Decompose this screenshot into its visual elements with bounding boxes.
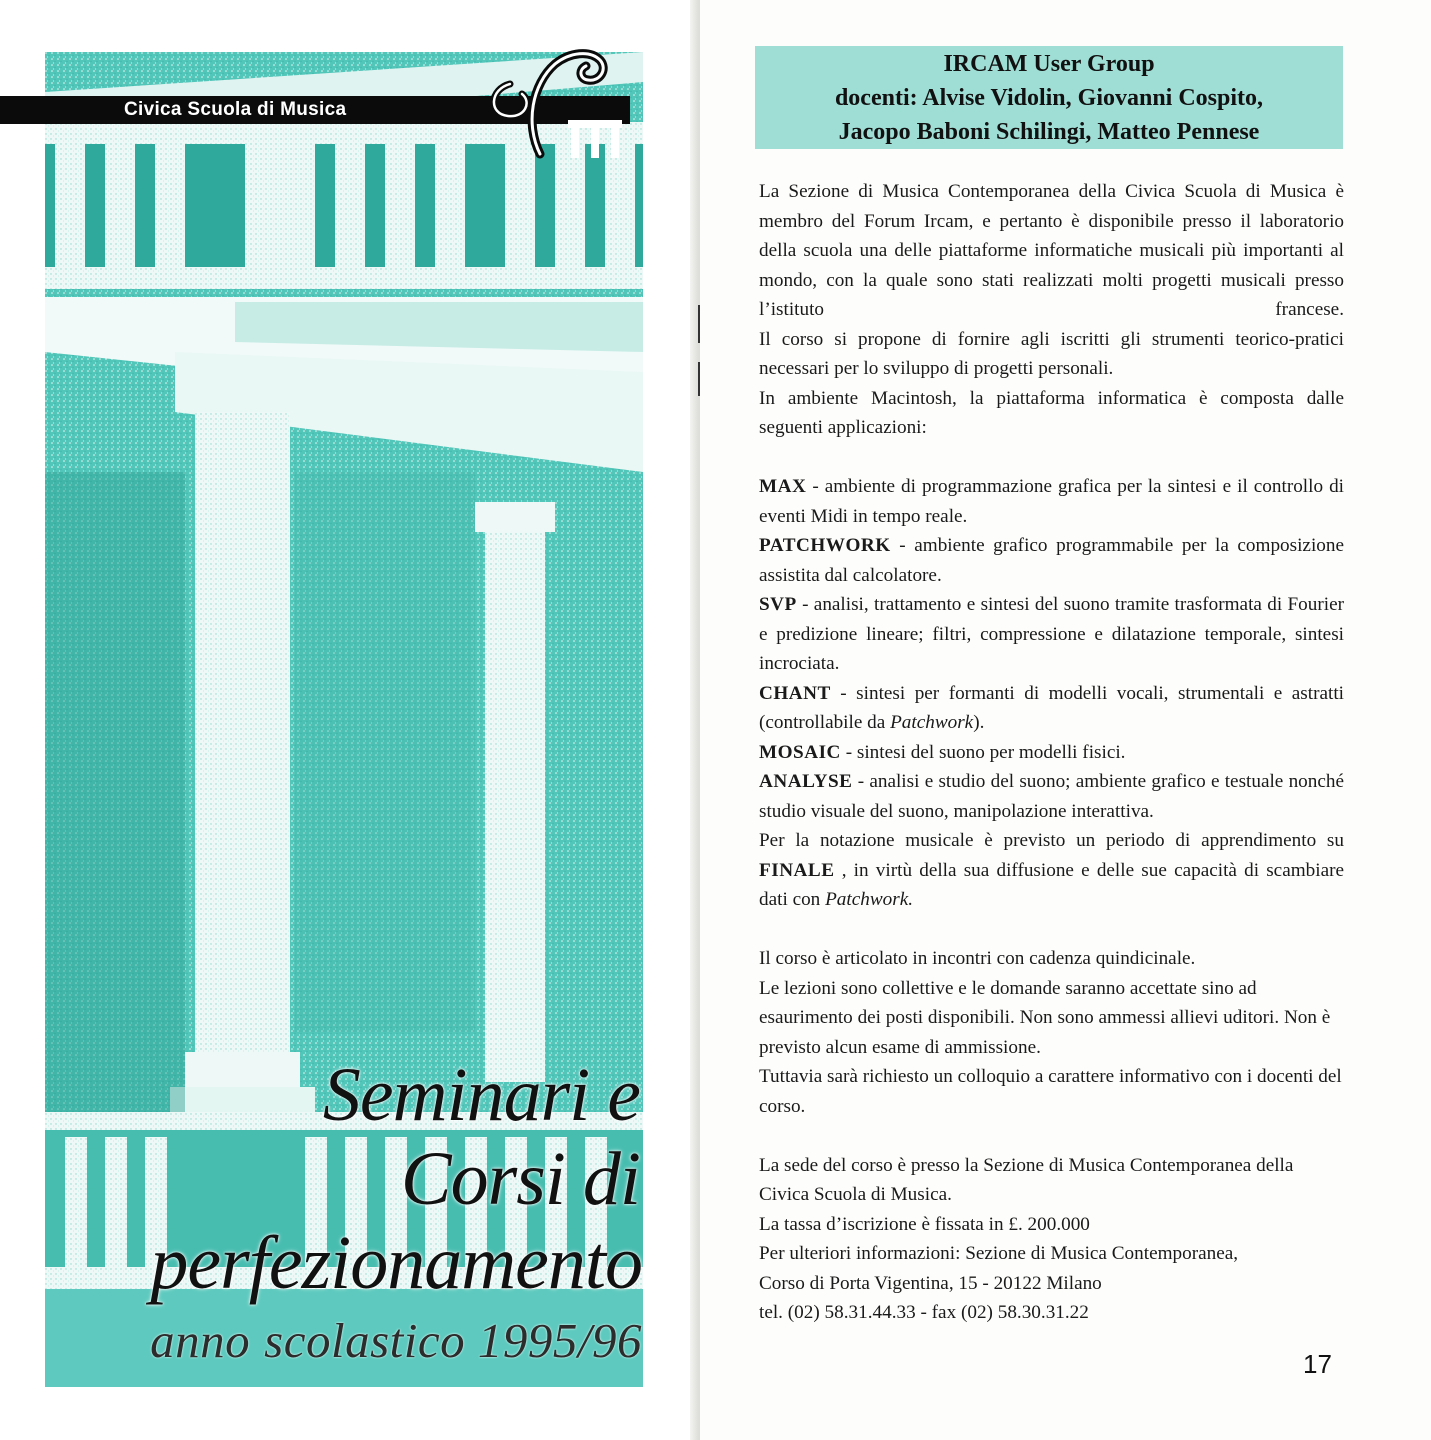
app-name: ANALYSE — [759, 771, 853, 792]
notation-reference: Patchwork. — [825, 889, 914, 910]
intro-paragraph-2: Il corso si propone di fornire agli iscritti gli strumenti teorico-pratici necessari per lo sviluppo di progetti personali. — [759, 328, 1344, 379]
app-description: - sintesi del suono per modelli fisici. — [840, 741, 1126, 763]
intro-paragraph-3: In ambiente Macintosh, la piattaforma informatica è composta dalle seguenti applicazioni: — [759, 387, 1344, 438]
course-teachers-line-1: docenti: Alvise Vidolin, Giovanni Cospito, — [834, 85, 1264, 111]
organization-line-1: Il corso è articolato in incontri con cadenza quindicinale. — [759, 948, 1196, 969]
app-item-max — [759, 472, 1344, 531]
notation-text-2: , in virtù della sua diffusione e delle sue capacità di scambiare dati con — [759, 859, 1344, 910]
app-name: MAX — [759, 476, 807, 497]
course-title: IRCAM User Group — [943, 51, 1155, 77]
app-reference: Patchwork — [890, 712, 974, 733]
organization-line-3: Tuttavia sarà richiesto un colloquio a carattere informativo con i docenti del corso. — [759, 1066, 1342, 1117]
info-line-3: Per ulteriori informazioni: Sezione di Musica Contemporanea, — [759, 1243, 1239, 1264]
course-header-box — [755, 46, 1343, 149]
app-name: SVP — [759, 594, 797, 615]
app-name: CHANT — [759, 682, 831, 704]
cover-subtitle — [150, 1312, 642, 1369]
info-line-4: Corso di Porta Vigentina, 15 - 20122 Milano — [759, 1272, 1102, 1294]
school-logo-icon — [470, 44, 630, 164]
subtitle-part-2: scolastico 1995/96 — [264, 1313, 642, 1368]
info-line-2: La tassa d’iscrizione è fissata in £. 200.000 — [759, 1213, 1090, 1235]
app-name: MOSAIC — [759, 741, 841, 763]
app-item-chant — [759, 679, 1344, 738]
cover-page — [0, 0, 700, 1440]
app-item-analyse — [759, 767, 1344, 826]
cover-title-line-3: perfezionamento — [150, 1221, 642, 1305]
school-name: Civica Scuola di Musica — [124, 99, 347, 120]
app-description: - ambiente grafico programmabile per la composizione assistita dal calcolatore. — [759, 535, 1344, 586]
app-item-mosaic — [759, 738, 1344, 768]
course-page — [700, 0, 1431, 1440]
app-description: - sintesi per formanti di modelli vocali, strumentali e astratti (controllabile da — [759, 682, 1344, 733]
notation-paragraph — [759, 826, 1344, 915]
app-description: - analisi e studio del suono; ambiente grafico e testuale nonché studio visuale del suono, manipolazione interattiva. — [759, 771, 1344, 822]
app-description-end: ). — [973, 712, 985, 733]
notation-software: FINALE — [759, 859, 835, 881]
subtitle-part-1: anno — [150, 1313, 251, 1368]
app-description: - analisi, trattamento e sintesi del suono tramite trasformata di Fourier e predizione lineare; filtri, compressione e dilatazione temporale, sintesi incrociata. — [759, 594, 1344, 674]
notation-text: Per la notazione musicale è previsto un periodo di apprendimento su — [759, 830, 1344, 851]
page-number: 17 — [1303, 1349, 1332, 1379]
info-line-1: La sede del corso è presso la Sezione di Musica Contemporanea della Civica Scuola di Musica. — [759, 1154, 1294, 1205]
app-description: - ambiente di programmazione grafica per la sintesi e il controllo di eventi Midi in tempo reale. — [759, 476, 1344, 527]
app-item-svp — [759, 590, 1344, 679]
app-item-patchwork — [759, 531, 1344, 590]
course-teachers-line-2: Jacopo Baboni Schilingi, Matteo Pennese — [838, 119, 1260, 145]
cover-title-line-2: Corsi di — [400, 1137, 640, 1221]
app-name: PATCHWORK — [759, 535, 891, 556]
course-description — [759, 177, 1344, 1328]
organization-line-2: Le lezioni sono collettive e le domande saranno accettate sino ad esaurimento dei posti disponibili. Non sono ammessi allievi uditori. Non è previsto alcun esame di ammissione. — [759, 977, 1331, 1058]
intro-paragraph-1: La Sezione di Musica Contemporanea della Civica Scuola di Musica è membro del Forum Ircam, e pertanto è disponibile presso il laboratorio della scuola una delle piattaforme informatiche musicali più importanti al mondo, con la quale sono stati realizzati molti progetti musicali presso l’istituto francese. — [759, 181, 1344, 320]
cover-title-line-1: Seminari e — [322, 1053, 640, 1137]
info-line-5: tel. (02) 58.31.44.33 - fax (02) 58.30.31.22 — [759, 1302, 1089, 1323]
